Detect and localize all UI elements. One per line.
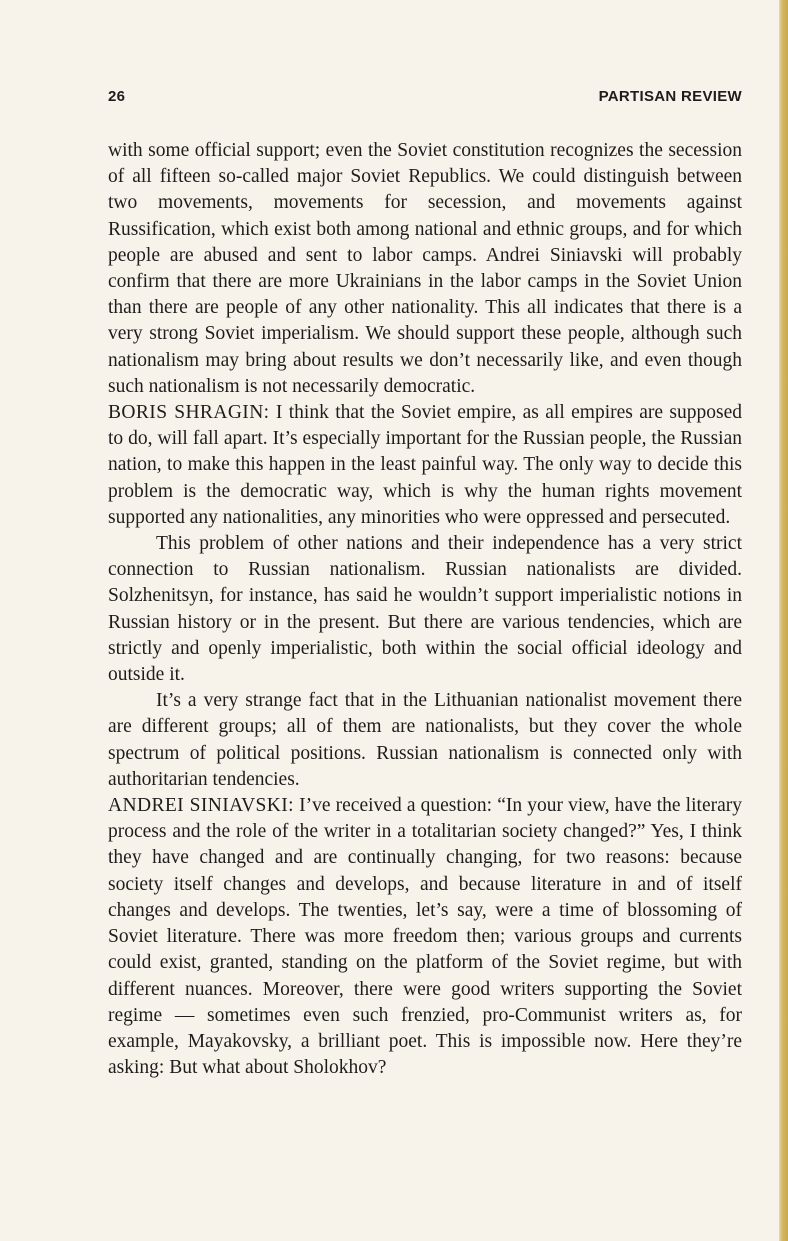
page-edge-binding: [779, 0, 788, 1241]
paragraph-text: I think that the Soviet empire, as all empires are supposed to do, will fall apart. It’s especially important for the Russian people, the Russian nation, to make this happen in the least painful way. The only way to decide this problem is the democratic way, which is why the human rights movement supported any nationalities, any minorities who were oppressed and persecuted.: [108, 402, 742, 528]
paragraph-text: with some official support; even the Soviet constitution recognizes the secession of all fifteen so-called major Soviet Republics. We could distinguish between two movements, movements for secession, and movements against Russification, which exist both among national and ethnic groups, and for which people are abused and sent to labor camps. Andrei Siniavski will probably confirm that there are more Ukrainians in the labor camps in the Soviet Union than there are people of any other nationality. This all indicates that there is a very strong Soviet imperialism. We should support these people, although such nationalism may bring about results we don’t necessarily like, and even though such nationalism is not necessarily democratic.: [108, 140, 742, 397]
speaker-name: BORIS SHRAGIN:: [108, 402, 270, 424]
journal-title: PARTISAN REVIEW: [598, 88, 742, 105]
paragraph-siniavski: [108, 793, 742, 1081]
speaker-name: ANDREI SINIAVSKI:: [108, 795, 294, 817]
paragraph-text: This problem of other nations and their independence has a very strict connection to Russian nationalism. Russian nationalists are divided. Solzhenitsyn, for instance, has said he wouldn’t support imperialistic notions in Russian history or in the present. But there are various tendencies, which are strictly and openly imperialistic, both within the social official ideology and outside it.: [108, 533, 742, 686]
page-number: 26: [108, 88, 126, 105]
body-text: [108, 138, 742, 1081]
paragraph-continuation: [108, 138, 742, 400]
paragraph-text: It’s a very strange fact that in the Lithuanian nationalist movement there are different groups; all of them are nationalists, but they cover the whole spectrum of political positions. Russian nationalism is connected only with authoritarian tendencies.: [108, 690, 742, 790]
running-head: [108, 88, 742, 108]
paragraph-indented: [108, 531, 742, 688]
paragraph-shragin: [108, 400, 742, 531]
paragraph-text: I’ve received a question: “In your view, have the literary process and the role of the writer in a totalitarian society changed?” Yes, I think they have changed and are continually changing, for two reasons: because society itself changes and develops, and because literature in and of itself changes and develops. The twenties, let’s say, were a time of blossoming of Soviet literature. There was more freedom then; various groups and currents could exist, granted, standing on the platform of the Soviet regime, but with different nuances. Moreover, there were good writers supporting the Soviet regime — sometimes even such frenzied, pro-Communist writers as, for example, Mayakovsky, a brilliant poet. This is impossible now. Here they’re asking: But what about Sholokhov?: [108, 795, 742, 1079]
paragraph-indented: [108, 688, 742, 793]
